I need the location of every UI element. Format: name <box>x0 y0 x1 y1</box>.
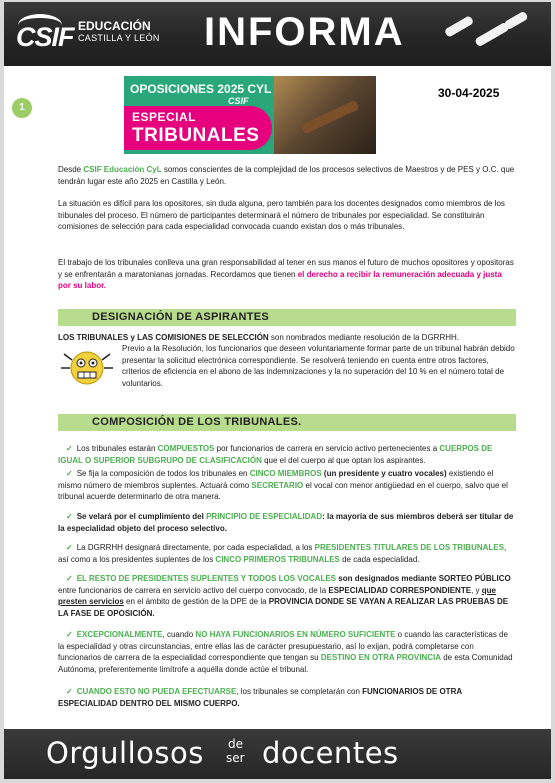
highlight-text: EL RESTO DE PRESIDENTES SUPLENTES Y TODOS LOS VOCALES <box>76 574 337 583</box>
banner-logo: CSIF <box>228 96 249 106</box>
check-icon: ✓ <box>66 469 73 478</box>
csif-logo <box>16 14 74 54</box>
bold-text: Se velará por el cumplimiento del <box>76 512 207 521</box>
section-header-composicion <box>58 414 516 431</box>
document-page <box>4 2 551 779</box>
check-icon: ✓ <box>66 444 73 453</box>
highlight-text: CINCO MIEMBROS <box>249 469 322 478</box>
text: , los tribunales se completarán con <box>236 687 363 696</box>
bold-text: FUNCIONARIOS DE OTRA ESPECIALIDAD DENTRO DEL MISMO CUERPO. <box>58 687 462 708</box>
highlight-text: NO HAYA FUNCIONARIOS EN NÚMERO SUFICIENTE <box>195 630 396 639</box>
text: , cuando <box>162 630 196 639</box>
footer-slogan-word2: docentes <box>262 736 399 770</box>
section1-paragraph: Previo a la Resolución, los funcionarios que deseen voluntariamente formar parte de un tribunal habrán debido presentar la solicitud electrónica correspondiente. Se resolverá teniendo en cuenta entre otros factores, criterios de eficiencia en el abono de las indemnizaciones y la no superación del 10 % en el número total de voluntarios. <box>122 344 515 388</box>
footer-slogan-small1: de <box>228 737 243 751</box>
logo-line2: CASTILLA Y LEÓN <box>78 33 160 43</box>
text: por funcionarios de carrera en servicio activo pertenecientes a <box>214 444 440 453</box>
text: en el ámbito de gestión de la DPE de la <box>123 597 269 606</box>
text: entre funcionarios de carrera en servicio activo del cuerpo convocado, de la <box>58 585 329 595</box>
banner-title: TRIBUNALES <box>132 125 260 146</box>
bold-text: ESPECIALIDAD CORRESPONDIENTE <box>328 585 472 595</box>
highlight-text: EXCEPCIONALMENTE <box>76 630 163 639</box>
text: El trabajo de los tribunales conlleva una gran responsabilidad al tener en sus manos el futuro de muchos opositores y opositoras y se enfrentarán a maratonianas jornadas. Recordamos que tienen <box>58 258 514 279</box>
text: de cada especialidad. <box>339 554 420 564</box>
check-icon: ✓ <box>66 543 73 552</box>
highlight-text: DESTINO EN OTRA PROVINCIA <box>320 653 441 662</box>
bold-text: son designados mediante SORTEO PÚBLICO <box>336 574 511 583</box>
bold-text: : la mayoría de sus miembros deberá ser titular de la especialidad objeto del proceso selectivo. <box>58 512 514 533</box>
header-bar <box>4 2 551 66</box>
text: de esta Comunidad Autónoma, preferentemente limítrofe a aquélla donde actúe el tribunal. <box>58 653 513 674</box>
text: o cuando las características de la especialidad y otras circunstancias, entre ellas las de carácter presupuestario, así lo exijan, podrá completarse con funcionarios de carrera de la especialidad correspondiente que tengan su <box>58 630 508 662</box>
highlight-text: COMPUESTOS <box>157 444 215 453</box>
check-icon: ✓ <box>66 687 73 696</box>
stressed-emoticon-icon <box>58 346 116 388</box>
text: somos conscientes de la complejidad de los procesos selectivos de Maestros y de PES y O.C. que tendrán lugar este año 2025 en Castilla y León. <box>58 165 515 186</box>
footer-bar <box>4 729 551 779</box>
bold-text: PROVINCIA DONDE SE VAYAN A REALIZAR LAS PRUEBAS DE LA FASE DE OPOSICIÓN. <box>58 597 509 618</box>
text: Desde <box>58 165 84 174</box>
text: La DGRRHH designará directamente, por cada especialidad, a los <box>76 543 315 552</box>
bold-text: (un presidente y cuatro vocales) <box>321 469 447 478</box>
text: , así como a los presidentes suplentes de los <box>58 543 507 564</box>
text: que el del cuerpo al que optan los aspirantes. <box>261 455 426 465</box>
banner-subheading: ESPECIAL <box>132 110 197 124</box>
check-icon: ✓ <box>66 630 73 639</box>
intro-paragraph-1 <box>58 164 516 187</box>
bullet-otra-especialidad <box>58 686 516 709</box>
bullet-sorteo <box>58 573 516 619</box>
bullet-presidentes <box>58 542 516 565</box>
check-icon: ✓ <box>66 512 73 521</box>
text: Se fija la composición de todos los tribunales en <box>76 469 250 478</box>
logo-subtitle <box>78 20 160 44</box>
highlight-text: el derecho a recibir la remuneración adecuada y justa por su labor. <box>58 269 502 290</box>
chalk-icon <box>503 11 528 31</box>
highlight-text: PRINCIPIO DE ESPECIALIDAD <box>206 512 323 521</box>
bullet-especialidad <box>58 511 516 534</box>
text: , y <box>471 585 482 595</box>
highlight-text: CUANDO ESTO NO PUEDA EFECTUARSE <box>76 687 237 696</box>
check-icon: ✓ <box>66 574 73 583</box>
banner-heading: OPOSICIONES 2025 CYL <box>130 82 272 96</box>
footer-slogan-word1: Orgullosos <box>46 736 204 770</box>
footer-slogan-small2: ser <box>226 751 245 765</box>
highlight-text: CUERPOS DE IGUAL O SUPERIOR SUBGRUPO DE CLASIFICACIÓN <box>58 444 493 465</box>
logo-text: CSIF <box>16 22 74 52</box>
document-date: 30-04-2025 <box>438 86 500 100</box>
underlined-text: que presten servicios <box>58 585 496 606</box>
intro-paragraph-2: La situación es difícil para los opositores, sin duda alguna, pero también para los docentes designados como miembros de los tribunales del proceso. El número de participantes determinará el número de tribunales por especialidad. Se constituirán comisiones de selección para cada especialidad convocada cuando existan dos o más tribunales. <box>58 199 505 231</box>
section-title: COMPOSICIÓN DE LOS TRIBUNALES. <box>92 416 302 428</box>
logo-line1: EDUCACIÓN <box>78 19 151 33</box>
org-name: CSIF Educación CyL <box>83 165 162 174</box>
text: existiendo el mismo número de miembros suplentes. Actuará como <box>58 469 494 490</box>
bold-text: LOS TRIBUNALES y LAS COMISIONES DE SELECCIÓN <box>58 333 269 342</box>
header-title: INFORMA <box>204 10 405 54</box>
section-header-designacion <box>58 309 516 326</box>
intro-paragraph-3 <box>58 257 516 292</box>
bullet-excepcionalmente <box>58 629 516 675</box>
text: Los tribunales estarán <box>76 444 158 453</box>
text: son nombrados mediante resolución de la DGRRHH. <box>268 333 459 342</box>
bullet-cinco-miembros <box>58 468 516 503</box>
chalk-icon <box>444 15 474 38</box>
text: el vocal con menor antigüedad en el cuerpo, salvo que el tribunal acuerde determinarlo de otra manera. <box>58 480 508 501</box>
section1-lead <box>58 332 516 344</box>
highlight-text: PRESIDENTES TITULARES DE LOS TRIBUNALES <box>314 543 504 552</box>
section-title: DESIGNACIÓN DE ASPIRANTES <box>92 311 270 323</box>
bullet-compuestos <box>58 443 516 466</box>
highlight-text: SECRETARIO <box>251 480 304 490</box>
highlight-text: CINCO PRIMEROS TRIBUNALES <box>215 554 340 564</box>
banner-image <box>124 76 376 154</box>
page-number-badge: 1 <box>12 98 32 118</box>
